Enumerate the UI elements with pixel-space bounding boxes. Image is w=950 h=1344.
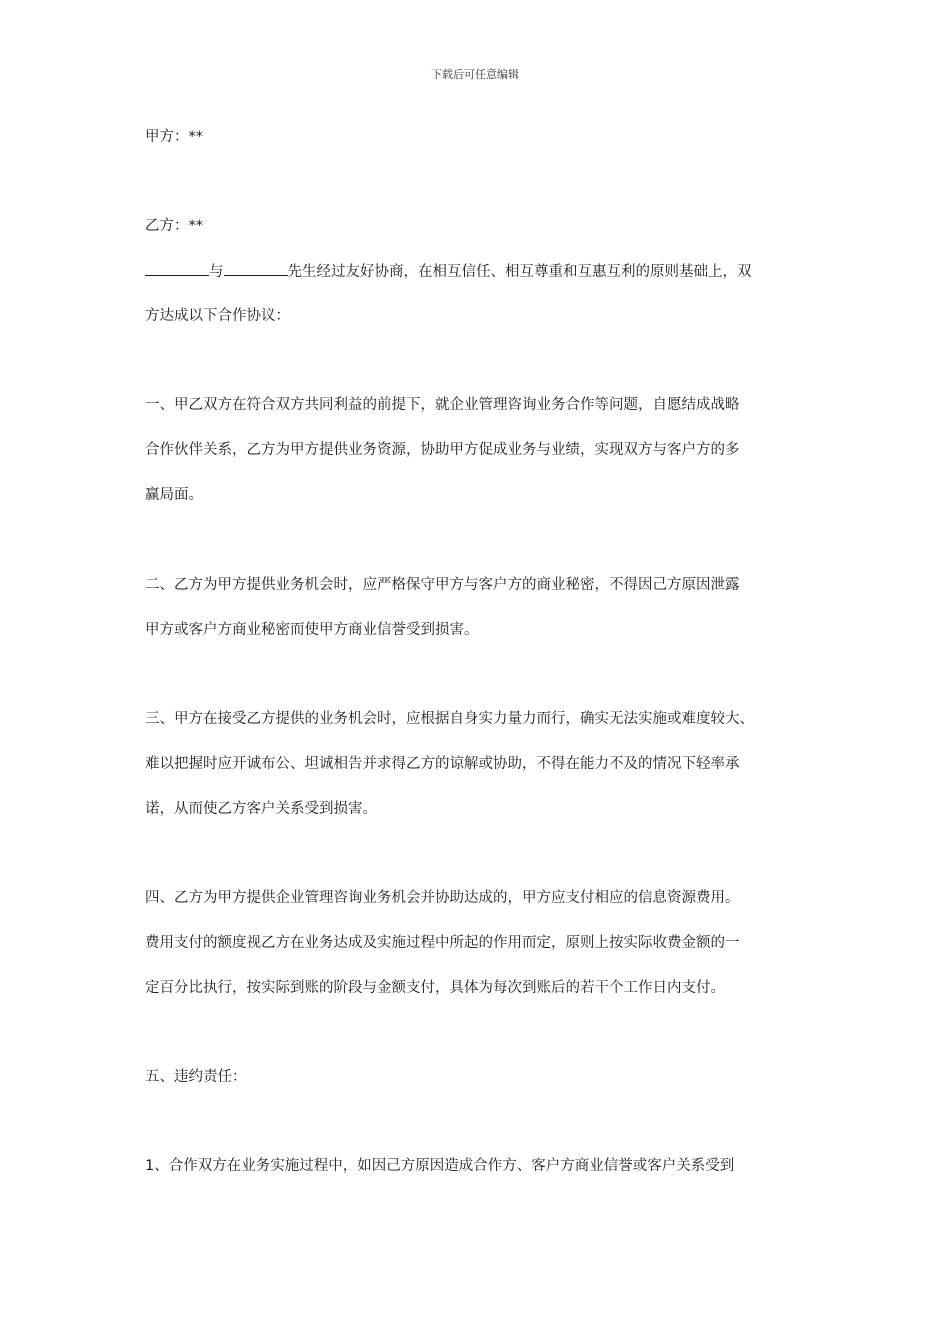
clause-4-line-1: 四、乙方为甲方提供企业管理咨询业务机会并协助达成的，甲方应支付相应的信息资源费用。 [145,890,740,906]
intro-line-2: 方达成以下合作协议： [145,308,290,324]
clause-1-line-1: 一、甲乙双方在符合双方共同利益的前提下，就企业管理咨询业务合作等问题，自愿结成战略 [145,397,740,413]
blank-line [145,261,209,276]
clause-3-line-2: 难以把握时应开诚布公、坦诚相告并求得乙方的谅解或协助，不得在能力不及的情况下轻率承 [145,756,740,772]
clause-2-line-2: 甲方或客户方商业秘密而使甲方商业信誉受到损害。 [145,622,479,638]
clause-5-item-1: 1、合作双方在业务实施过程中，如因己方原因造成合作方、客户方商业信誉或客户关系受到 [145,1158,735,1174]
intro-line-1 [145,261,815,282]
blank-line [224,261,288,276]
clause-1-line-3: 赢局面。 [145,487,203,503]
clause-4-line-3: 定百分比执行，按实际到账的阶段与金额支付，具体为每次到账后的若干个工作日内支付。 [145,980,725,996]
header-note: 下载后可任意编辑 [431,68,519,81]
party-b: 乙方：** [145,218,203,234]
party-a: 甲方：** [145,129,203,145]
clause-3-line-1: 三、甲方在接受乙方提供的业务机会时，应根据自身实力量力而行，确实无法实施或难度较大、 [145,711,754,727]
clause-3-line-3: 诺，从而使乙方客户关系受到损害。 [145,801,377,817]
intro-connector: 与 [209,264,224,280]
intro-text: 先生经过友好协商，在相互信任、相互尊重和互惠互利的原则基础上，双 [287,264,752,280]
clause-1-line-2: 合作伙伴关系，乙方为甲方提供业务资源，协助甲方促成业务与业绩，实现双方与客户方的多 [145,442,740,458]
clause-5-title: 五、违约责任： [145,1069,247,1085]
clause-4-line-2: 费用支付的额度视乙方在业务达成及实施过程中所起的作用而定，原则上按实际收费金额的一 [145,935,740,951]
clause-2-line-1: 二、乙方为甲方提供业务机会时，应严格保守甲方与客户方的商业秘密，不得因己方原因泄露 [145,577,740,593]
